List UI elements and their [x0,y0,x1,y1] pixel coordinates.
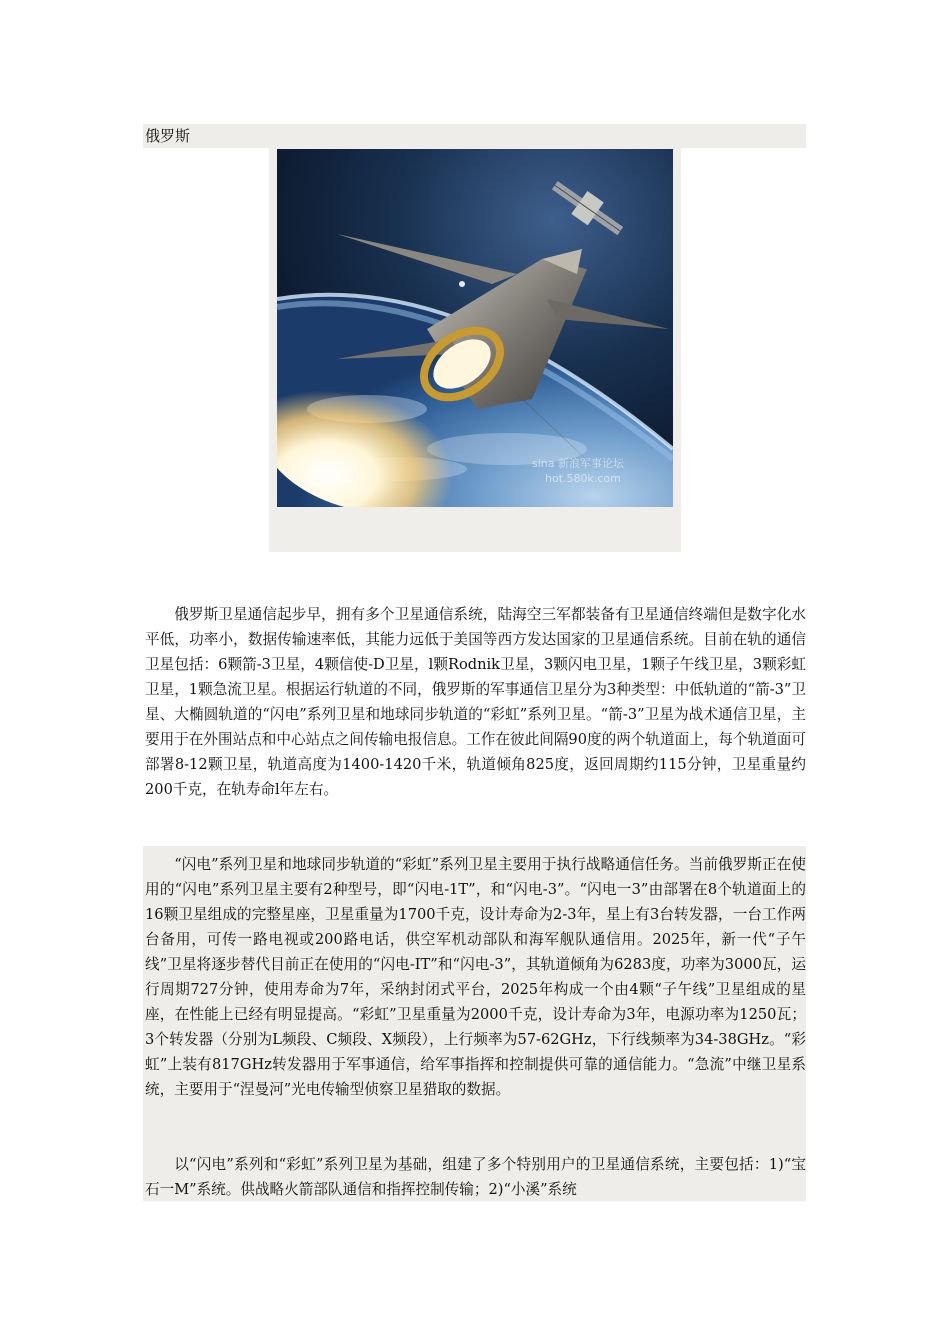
heading-background [143,124,806,148]
svg-text:hot.580k.com: hot.580k.com [545,472,621,485]
paragraph-special-systems: 以“闪电”系列和“彩虹”系列卫星为基础，组建了多个特别用户的卫星通信系统，主要包括：1)“宝石一M”系统。供战略火箭部队通信和指挥控制传输；2)“小溪”系统 [145,1156,806,1198]
section-heading: 俄罗斯 [145,127,191,145]
svg-text:sina 新浪军事论坛: sina 新浪军事论坛 [532,457,624,470]
paragraph-strategic-satellites: “闪电”系列卫星和地球同步轨道的“彩虹”系列卫星主要用于执行战略通信任务。当前俄罗斯正在使用的“闪电”系列卫星主要有2种型号，即“闪电-1T”，和“闪电-3”。“闪电一3”由部署在8个轨道面上的16颗卫星组成的完整星座，卫星重量为1700千克，设计寿命为2-3年，星上有3台转发器，一台工作两台备用，可传一路电视或200路电话，供空军机动部队和海军舰队通信用。2025年，新一代“子午线”卫星将逐步替代目前正在使用的“闪电-IT”和“闪电-3”，其轨道倾角为6283度，功率为3000瓦，运行周期727分钟，使用寿命为7年，采纳封闭式平台，2025年构成一个由4颗“子午线”卫星组成的星座，在性能上已经有明显提高。“彩虹”卫星重量为2000千克，设计寿命为3年，电源功率为1250瓦；3个转发器（分别为L频段、C频段、X频段），上行频率为57-62GHz，下行线频率为34-38GHz。“彩虹”上装有817GHz转发器用于军事通信，给军事指挥和控制提供可靠的通信能力。“急流”中继卫星系统，主要用于“涅曼河”光电传输型侦察卫星猎取的数据。 [145,856,806,1098]
rocket-satellite-image [277,149,673,507]
paragraph-overview: 俄罗斯卫星通信起步早，拥有多个卫星通信系统，陆海空三军都装备有卫星通信终端但是数字化水平低，功率小，数据传输速率低，其能力远低于美国等西方发达国家的卫星通信系统。目前在轨的通信卫星包括：6颗箭-3卫星，4颗信使-D卫星，l颗Rodnik卫星，3颗闪电卫星，1颗子午线卫星，3颗彩虹卫星，1颗急流卫星。根据运行轨道的不同，俄罗斯的军事通信卫星分为3种类型：中低轨道的“箭-3”卫星、大椭圆轨道的“闪电”系列卫星和地球同步轨道的“彩虹”系列卫星。“箭-3”卫星为战术通信卫星，主要用于在外围站点和中心站点之间传输电报信息。工作在彼此间隔90度的两个轨道面上，每个轨道面可部署8-12颗卫星，轨道高度为1400-1420千米，轨道倾角825度，返回周期约115分钟，卫星重量约200千克，在轨寿命l年左右。 [145,606,806,798]
